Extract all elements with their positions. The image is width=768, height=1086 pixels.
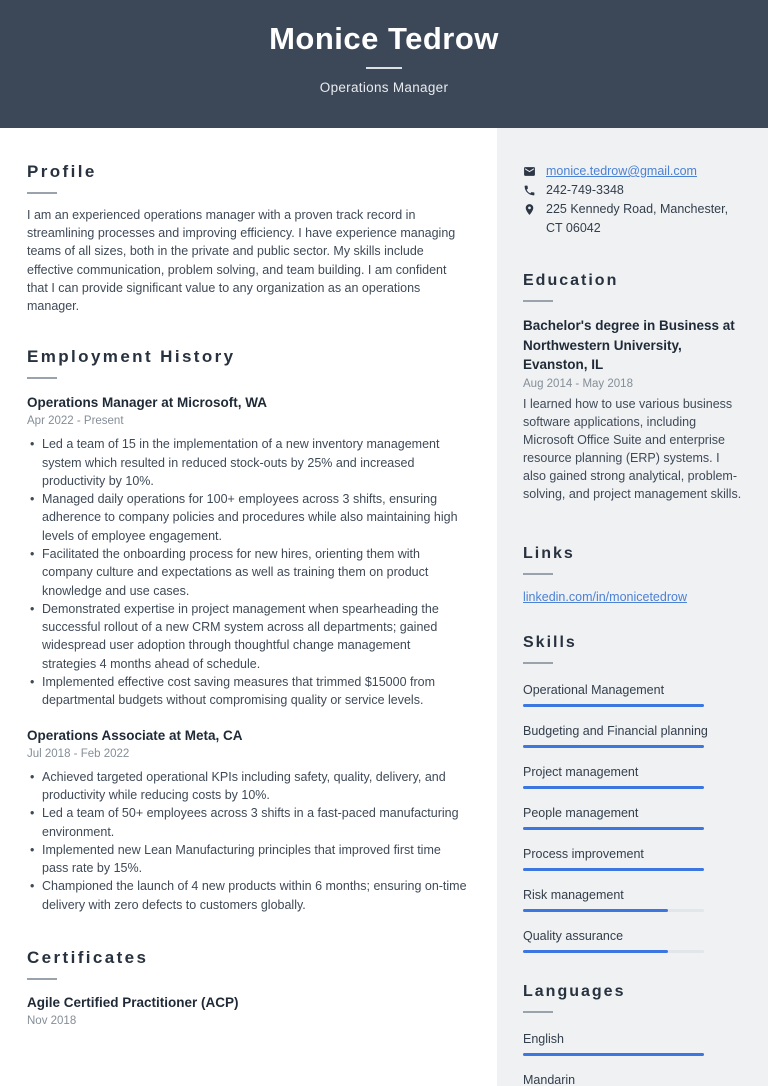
education-heading: Education [523, 272, 619, 289]
job-bullet: • Implemented new Lean Manufacturing principles that improved first time pass rate by 15%. [27, 841, 467, 878]
education-degree: Bachelor's degree in Business at Northwestern University, Evanston, IL [523, 318, 735, 372]
section-rule [523, 662, 553, 664]
name-divider [366, 67, 402, 69]
links-section [523, 545, 744, 606]
skill-bar-track [523, 786, 704, 789]
section-rule [27, 978, 57, 980]
skill-label: People management [523, 805, 639, 820]
profile-text: I am an experienced operations manager with a proven track record in streamlining processes and improving efficiency. I have experience managing teams of all sizes, both in the private and public sector. My skills include effective communication, problem solving, and team building. I am confident that I can provide significant value to any organization as an operations manager. [27, 208, 456, 314]
skill-label: Operational Management [523, 682, 665, 697]
job-dates: Apr 2022 - Present [27, 415, 124, 428]
employment-heading: Employment History [27, 347, 236, 367]
sidebar [497, 128, 768, 1086]
language-label: English [523, 1031, 564, 1046]
linkedin-link[interactable]: linkedin.com/in/monicetedrow [523, 589, 687, 604]
person-name: Monice Tedrow [269, 21, 499, 56]
languages-list [523, 1025, 744, 1086]
skill-bar-track [523, 950, 704, 953]
section-rule [27, 192, 57, 194]
section-rule [523, 300, 553, 302]
skill-label: Process improvement [523, 846, 644, 861]
job-bullets [27, 435, 467, 709]
certificates-section [27, 948, 467, 1027]
skill-bar-fill [523, 909, 668, 912]
job-bullet: • Demonstrated expertise in project management when spearheading the successful rollout of a new CRM system across all departments; gained widespread user adoption through thoughtful change management strategies 4 months ahead of schedule. [27, 600, 467, 673]
phone-number: 242-749-3348 [546, 183, 624, 197]
job-bullet: • Championed the launch of 4 new products within 6 months; ensuring on-time delivery with zero defects to customers globally. [27, 877, 467, 914]
job-entry [27, 726, 467, 914]
education-dates: Aug 2014 - May 2018 [523, 377, 633, 390]
skill-item [523, 881, 744, 912]
email-icon [523, 165, 536, 178]
email-link[interactable]: monice.tedrow@gmail.com [546, 164, 697, 178]
job-dates: Jul 2018 - Feb 2022 [27, 747, 130, 760]
section-rule [27, 377, 57, 379]
skills-section [523, 634, 744, 953]
languages-heading: Languages [523, 982, 626, 1000]
language-bar-track [523, 1053, 704, 1056]
profile-section [27, 162, 467, 315]
skill-bar-fill [523, 827, 704, 830]
skill-label: Project management [523, 764, 639, 779]
languages-section [523, 983, 744, 1086]
job-bullet: • Led a team of 15 in the implementation of a new inventory management system which resulted in reduced stock-outs by 25% and increased productivity by 10%. [27, 435, 467, 490]
skill-bar-track [523, 868, 704, 871]
job-bullet: • Managed daily operations for 100+ employees across 3 shifts, ensuring adherence to company policies and procedures while also maintaining high levels of employee engagement. [27, 490, 467, 545]
links-heading: Links [523, 544, 575, 562]
location-pin-icon [523, 203, 536, 216]
resume-body [0, 128, 768, 1086]
links-item [523, 589, 744, 606]
skill-label: Budgeting and Financial planning [523, 723, 708, 738]
section-rule [523, 1011, 553, 1013]
job-title-subtitle: Operations Manager [319, 80, 449, 95]
certificate-date: Nov 2018 [27, 1015, 77, 1028]
skill-bar-fill [523, 704, 704, 707]
language-bar-fill [523, 1053, 704, 1056]
job-bullets [27, 768, 467, 914]
skill-item [523, 717, 744, 748]
jobs-list [27, 393, 467, 914]
skill-item [523, 840, 744, 871]
phone-icon [523, 184, 536, 197]
skill-bar-fill [523, 868, 704, 871]
skill-bar-fill [523, 950, 668, 953]
section-rule [523, 573, 553, 575]
resume-header [0, 0, 768, 128]
language-label: Mandarin [523, 1072, 576, 1086]
skill-bar-track [523, 827, 704, 830]
skill-item [523, 922, 744, 953]
job-bullet: • Led a team of 50+ employees across 3 shifts in a fast-paced manufacturing environment. [27, 804, 467, 841]
education-description: I learned how to use various business software applications, including Microsoft Office Suite and enterprise resource planning (ERP) systems. I also gained strong analytical, problem-solving, and project management skills. [523, 396, 742, 501]
skill-item [523, 676, 744, 707]
certificate-title: Agile Certified Practitioner (ACP) [27, 995, 239, 1011]
contact-phone-row [523, 181, 744, 200]
skill-item [523, 799, 744, 830]
job-title: Operations Associate at Meta, CA [27, 727, 243, 743]
skill-item [523, 758, 744, 789]
skill-bar-track [523, 745, 704, 748]
address-text: 225 Kennedy Road, Manchester, CT 06042 [546, 202, 729, 235]
skills-list [523, 676, 744, 953]
education-section [523, 272, 744, 503]
employment-section [27, 347, 467, 914]
job-bullet: • Achieved targeted operational KPIs including safety, quality, delivery, and productivity while reducing costs by 10%. [27, 768, 467, 805]
job-entry [27, 393, 467, 709]
certificates-heading: Certificates [27, 948, 149, 968]
language-item [523, 1025, 744, 1056]
contact-block [523, 162, 744, 238]
skill-bar-track [523, 704, 704, 707]
contact-email-row [523, 162, 744, 181]
skill-label: Quality assurance [523, 928, 624, 943]
language-item [523, 1066, 744, 1086]
job-bullet: • Facilitated the onboarding process for new hires, orienting them with company culture and expectations as well as training them on product knowledge and use cases. [27, 545, 467, 600]
certificate-item [27, 993, 467, 1027]
skill-bar-fill [523, 745, 704, 748]
skill-bar-fill [523, 786, 704, 789]
skill-label: Risk management [523, 887, 624, 902]
skill-bar-track [523, 909, 704, 912]
left-column [0, 128, 497, 1086]
job-bullet: • Implemented effective cost saving measures that trimmed $15000 from departmental budgets without compromising quality or service levels. [27, 673, 467, 710]
skills-heading: Skills [523, 633, 577, 651]
job-title: Operations Manager at Microsoft, WA [27, 395, 268, 411]
contact-address-row [523, 200, 744, 238]
profile-heading: Profile [27, 162, 97, 181]
